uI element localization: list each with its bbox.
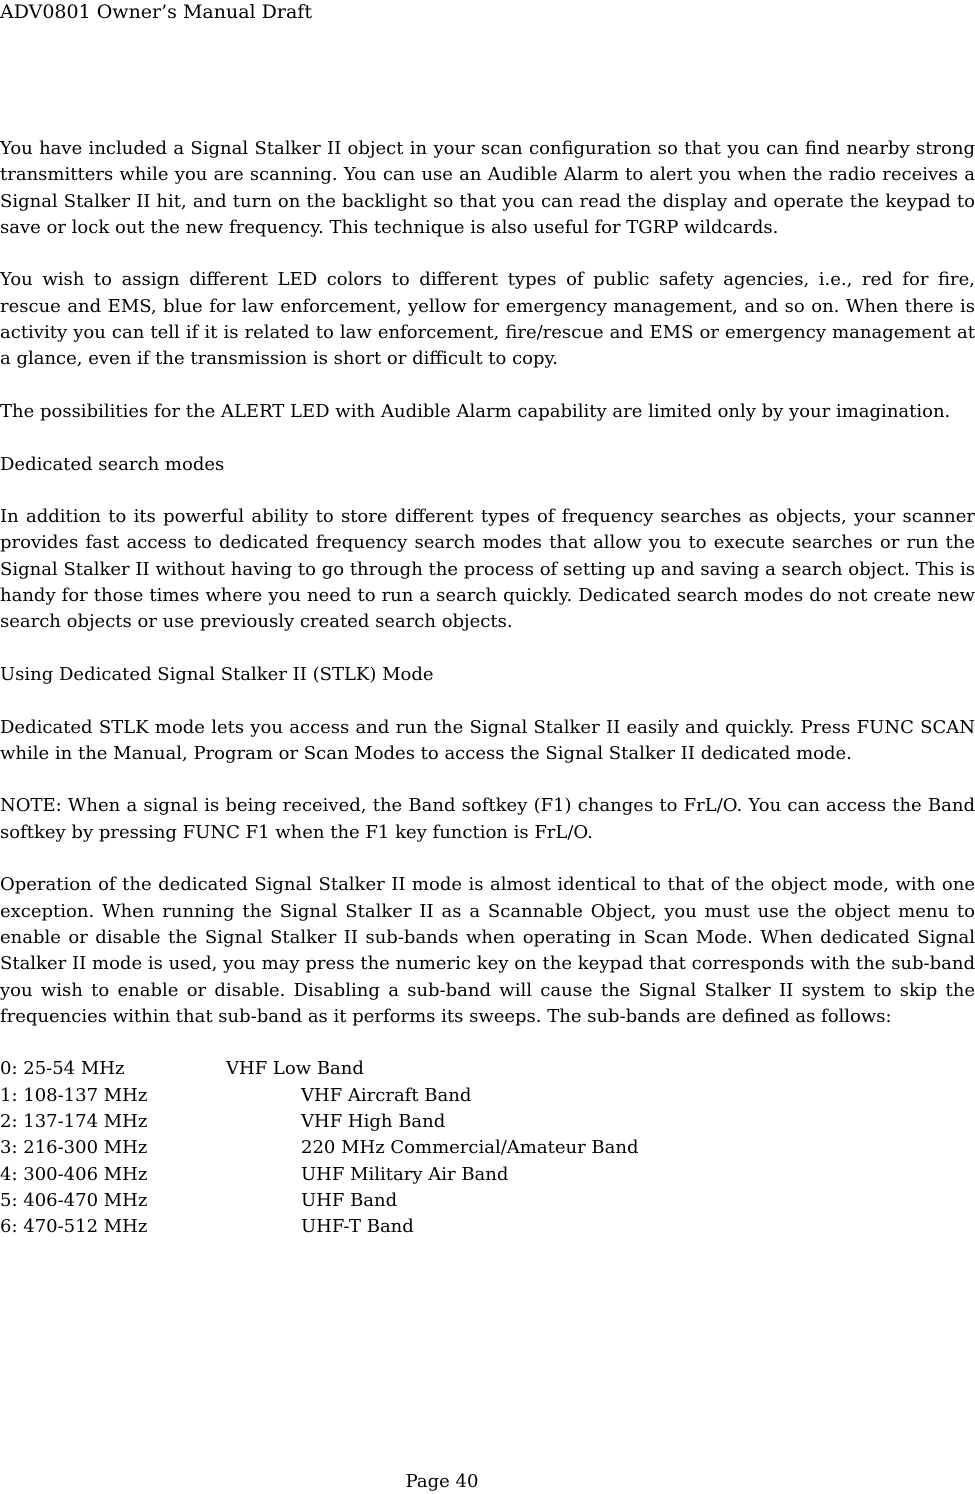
sub-band-frequency: 0: 25-54 MHz [0,1058,125,1080]
sub-band-row [0,1214,975,1240]
page-number: Page 40 [405,1471,479,1492]
document-body [0,136,975,1240]
paragraph-operation: Operation of the dedicated Signal Stalker II mode is almost identical to that of the object mode, with one exception. When running the Signal Stalker II as a Scannable Object, you must use the object menu to enable or disable the Signal Stalker II sub-bands when operating in Scan Mode. When dedicated Signal Stalker II mode is used, you may press the numeric key on the keypad that corresponds with the sub-band you wish to enable or disable. Disabling a sub-band will cause the Signal Stalker II system to skip the frequencies within that sub-band as it performs its sweeps. The sub-bands are defined as follows: [0,874,975,1027]
paragraph-alert-led: The possibilities for the ALERT LED with Audible Alarm capability are limited only by your imagination. [0,400,951,422]
sub-band-frequency: 5: 406-470 MHz [0,1189,148,1211]
section-heading-dedicated-search: Dedicated search modes [0,453,225,475]
paragraph-signal-stalker-object: You have included a Signal Stalker II object in your scan configuration so that you can find nearby strong transmitters while you are scanning. You can use an Audible Alarm to alert you when the radio receives a Signal Stalker II hit, and turn on the backlight so that you can read the display and operate the keypad to save or lock out the new frequency. This technique is also useful for TGRP wildcards. [0,138,975,238]
sub-band-row [0,1188,975,1214]
sub-band-frequency: 6: 470-512 MHz [0,1216,148,1238]
sub-band-frequency: 3: 216-300 MHz [0,1137,148,1159]
document-header: ADV0801 Owner’s Manual Draft [0,1,312,23]
sub-band-frequency: 2: 137-174 MHz [0,1110,148,1132]
sub-band-name: UHF Military Air Band [301,1163,509,1185]
sub-band-frequency: 4: 300-406 MHz [0,1163,148,1185]
sub-band-row [0,1135,975,1161]
sub-band-row [0,1083,975,1109]
sub-band-name: UHF Band [301,1189,398,1211]
paragraph-dedicated-search: In addition to its powerful ability to store different types of frequency searches as objects, your scanner provides fast access to dedicated frequency search modes that allow you to execute searches or run the Signal Stalker II without having to go through the process of setting up and saving a search object. This is handy for those times where you need to run a search quickly. Dedicated search modes do not create new search objects or use previously created search objects. [0,506,975,633]
sub-band-name: VHF Low Band [226,1058,364,1080]
sub-band-row [0,1056,975,1082]
paragraph-led-colors: You wish to assign different LED colors to different types of public safety agencies, i.e., red for fire, rescue and EMS, blue for law enforcement, yellow for emergency management, and so on. When there is activity you can tell if it is related to law enforcement, fire/rescue and EMS or emergency management at a glance, even if the transmission is short or difficult to copy. [0,269,975,370]
sub-band-list [0,1056,975,1240]
sub-band-name: VHF Aircraft Band [301,1084,472,1106]
sub-band-row [0,1162,975,1188]
paragraph-stlk-mode: Dedicated STLK mode lets you access and run the Signal Stalker II easily and quickly. Press FUNC SCAN while in the Manual, Program or Scan Modes to access the Signal Stalker II dedicated mode. [0,716,975,764]
sub-band-name: UHF-T Band [301,1216,414,1238]
paragraph-note: NOTE: When a signal is being received, the Band softkey (F1) changes to FrL/O. You can access the Band softkey by pressing FUNC F1 when the F1 key function is FrL/O. [0,795,975,843]
sub-band-name: VHF High Band [301,1110,446,1132]
sub-band-frequency: 1: 108-137 MHz [0,1084,148,1106]
sub-band-row [0,1109,975,1135]
sub-band-name: 220 MHz Commercial/Amateur Band [301,1137,639,1159]
section-heading-stlk-mode: Using Dedicated Signal Stalker II (STLK) Mode [0,663,434,685]
